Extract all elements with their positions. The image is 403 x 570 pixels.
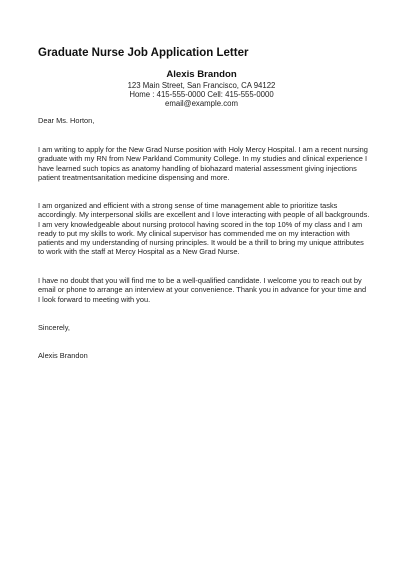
sender-address: 123 Main Street, San Francisco, CA 94122 [127, 81, 276, 90]
salutation: Dear Ms. Horton, [38, 116, 95, 125]
paragraph-1: I am writing to apply for the New Grad Nurse position with Holy Mercy Hospital. I am a recent nursing graduate with my RN from New Parkland Community College. In my studies and clinical experience I have learned such topics as anatomy handling of biohazard material assessment giving injections patient treatmentsanitation medicine dispensing and more. [38, 145, 368, 182]
paragraph-2: I am organized and efficient with a strong sense of time management able to prioritize tasks accordingly. My interpersonal skills are excellent and I love interacting with people of all backgrounds. I am very knowledgeable about nursing protocol having scored in the top 10% of my class and I am ready to put my skills to work. My clinical supervisor has commended me on my interaction with patients and my understanding of nursing principles. It would be a thrill to bring my unique attributes to work with the staff at Mercy Hospital as a New Grad Nurse. [38, 201, 370, 257]
signature-name: Alexis Brandon [38, 351, 88, 360]
closing: Sincerely, [38, 323, 70, 332]
sender-phones: Home : 415-555-0000 Cell: 415-555-0000 [129, 90, 274, 99]
sender-email: email@example.com [165, 99, 238, 108]
sender-name: Alexis Brandon [166, 69, 237, 80]
document-title: Graduate Nurse Job Application Letter [38, 47, 249, 59]
paragraph-3: I have no doubt that you will find me to be a well-qualified candidate. I welcome you to reach out by email or phone to arrange an interview at your convenience. Thank you in advance for your time and I look forward to meeting with you. [38, 276, 367, 304]
sender-header [0, 69, 403, 108]
